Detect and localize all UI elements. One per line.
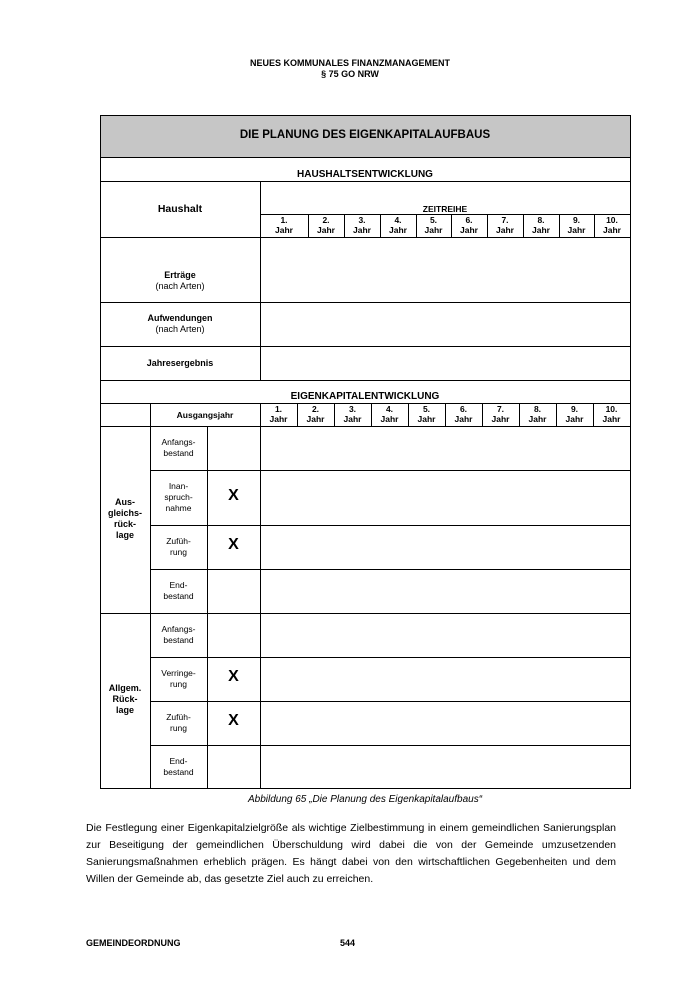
reserve-item-label: Verringe- rung: [161, 668, 196, 689]
table-rule: [100, 181, 631, 182]
year-header: 7. Jahr: [491, 404, 510, 424]
table-rule: [100, 237, 631, 238]
year-header: 5. Jahr: [424, 215, 443, 235]
reserve-group-label: Aus- gleichs- rück- lage: [107, 497, 142, 540]
year-header: 6. Jahr: [454, 404, 473, 424]
year-header: 6. Jahr: [460, 215, 478, 235]
table-border-bottom: [100, 788, 631, 789]
table-rule: [100, 613, 631, 614]
x-mark: X: [228, 536, 239, 553]
year-header: 2. Jahr: [306, 404, 325, 424]
year-header: 4. Jahr: [380, 404, 399, 424]
body-paragraph: Die Festlegung einer Eigenkapitalzielgröße als wichtige Zielbestimmung in einem gemeindlichen Sanierungsplan zur Beseitigung der gemeindlichen Überschuldung wird dabei die von der Gemeinde umzusetzenden Sanierungsmaßnahmen erheblich prägen. Es hängt dabei von den wirtschaftlichen Gegebenheiten und dem Willen der Gemeinde ab, das gesetzte Ziel auch zu erreichen.: [86, 822, 616, 885]
year-header: 7. Jahr: [496, 215, 514, 235]
year-header: 8. Jahr: [528, 404, 547, 424]
table-rule: [100, 157, 631, 158]
running-header-section: § 75 GO NRW: [321, 69, 379, 79]
table-rule: [100, 426, 631, 427]
section-eigenkapital-title: EIGENKAPITALENTWICKLUNG: [290, 391, 440, 402]
reserve-item-label: Anfangs- bestand: [161, 624, 196, 645]
table-rule: [150, 525, 631, 526]
reserve-item-label: Anfangs- bestand: [161, 437, 196, 458]
reserve-item-label: Zufüh- rung: [166, 712, 191, 733]
x-mark: X: [228, 487, 239, 504]
year-header: 4. Jahr: [389, 215, 407, 235]
year-header: 5. Jahr: [417, 404, 436, 424]
table-rule: [100, 403, 631, 404]
year-header: 8. Jahr: [532, 215, 550, 235]
table-rule: [100, 302, 631, 303]
table-rule: [150, 701, 631, 702]
figure-caption: Abbildung 65 „Die Planung des Eigenkapitalaufbaus“: [247, 794, 483, 805]
table-title: DIE PLANUNG DES EIGENKAPITALAUFBAUS: [239, 129, 491, 141]
table-border-top: [100, 115, 631, 116]
table-rule: [260, 403, 261, 789]
reserve-item-label: End- bestand: [163, 580, 194, 601]
reserve-item-label: Inan- spruch- nahme: [164, 481, 193, 513]
haushalt-label: Haushalt: [157, 203, 203, 215]
reserve-item-label: End- bestand: [163, 756, 194, 777]
section-haushalt-title: HAUSHALTSENTWICKLUNG: [297, 169, 433, 180]
table-rule: [207, 426, 208, 789]
table-rule: [150, 470, 631, 471]
year-header: 10. Jahr: [603, 215, 621, 235]
haushalt-row-label: Erträge (nach Arten): [155, 270, 205, 291]
table-rule: [260, 181, 261, 381]
year-header: 1. Jahr: [269, 404, 288, 424]
running-header-title: NEUES KOMMUNALES FINANZMANAGEMENT: [250, 58, 450, 68]
year-header: 2. Jahr: [317, 215, 335, 235]
year-header: 9. Jahr: [567, 215, 586, 235]
reserve-group-label: Allgem. Rück- lage: [108, 683, 142, 715]
table-rule: [150, 569, 631, 570]
table-rule: [100, 380, 631, 381]
haushalt-row-label: Aufwendungen (nach Arten): [147, 313, 213, 334]
footer-section: GEMEINDEORDNUNG: [86, 938, 181, 948]
year-header: 1. Jahr: [275, 215, 293, 235]
table-rule: [150, 745, 631, 746]
ausgangsjahr-label: Ausgangsjahr: [176, 410, 234, 420]
reserve-item-label: Zufüh- rung: [166, 536, 191, 557]
haushalt-row-label: Jahresergebnis: [146, 358, 214, 368]
year-header: 3. Jahr: [353, 215, 371, 235]
x-mark: X: [228, 668, 239, 685]
table-rule: [150, 657, 631, 658]
page-number: 544: [340, 938, 356, 948]
year-header: 10. Jahr: [602, 404, 621, 424]
x-mark: X: [228, 712, 239, 729]
year-header: 3. Jahr: [343, 404, 362, 424]
year-header: 9. Jahr: [565, 404, 584, 424]
table-rule: [100, 346, 631, 347]
zeitreihe-label: ZEITREIHE: [422, 204, 468, 214]
table-border-right: [630, 115, 631, 789]
